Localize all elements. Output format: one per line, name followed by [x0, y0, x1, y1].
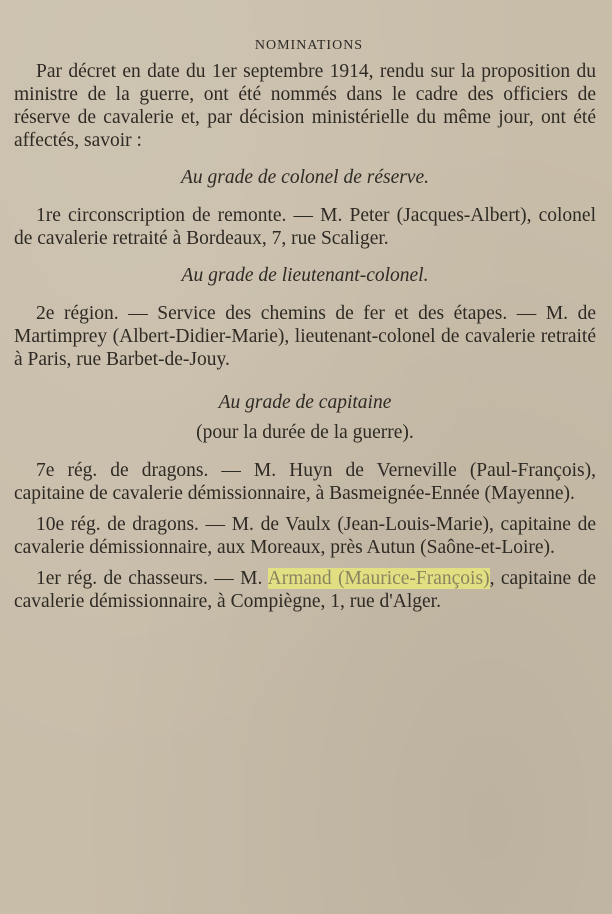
section-title: NOMINATIONS: [254, 38, 364, 53]
entry-capitaine-3-after: , capitaine de cavalerie démissionnaire, à Compiègne, 1, rue d'Alger.: [14, 568, 596, 612]
highlighted-name: Armand (Maurice-François): [267, 568, 490, 589]
heading-capitaine: Au grade de capitaine: [218, 392, 392, 413]
subheading-capitaine: (pour la durée de la guerre).: [196, 422, 414, 443]
heading-lieutenant-colonel: Au grade de lieutenant-colonel.: [181, 265, 429, 286]
intro-paragraph: Par décret en date du 1er septembre 1914, rendu sur la proposition du ministre de la guerre, ont été nommés dans le cadre des officiers de réserve de cavalerie et, par décision ministérielle du même jour, ont été affectés, savoir :: [14, 61, 596, 151]
bleed-through-text: [20, 2, 580, 24]
entry-lieutenant-colonel: 2e région. — Service des chemins de fer et des étapes. — M. de Martimprey (Albert-Didier-Marie), lieutenant-colonel de cavalerie retraité à Paris, rue Barbet-de-Jouy.: [14, 303, 596, 370]
entry-capitaine-2: 10e rég. de dragons. — M. de Vaulx (Jean-Louis-Marie), capitaine de cavalerie démissionnaire, aux Moreaux, près Autun (Saône-et-Loire).: [14, 514, 596, 558]
heading-colonel: Au grade de colonel de réserve.: [181, 167, 429, 188]
entry-capitaine-3: [14, 567, 596, 613]
entry-capitaine-3-before: 1er rég. de chasseurs. — M.: [36, 568, 268, 589]
entry-colonel: 1re circonscription de remonte. — M. Peter (Jacques-Albert), colonel de cavalerie retraité à Bordeaux, 7, rue Scaliger.: [14, 205, 596, 249]
entry-capitaine-1: 7e rég. de dragons. — M. Huyn de Verneville (Paul-François), capitaine de cavalerie démissionnaire, à Basmeignée-Ennée (Mayenne).: [14, 460, 596, 504]
